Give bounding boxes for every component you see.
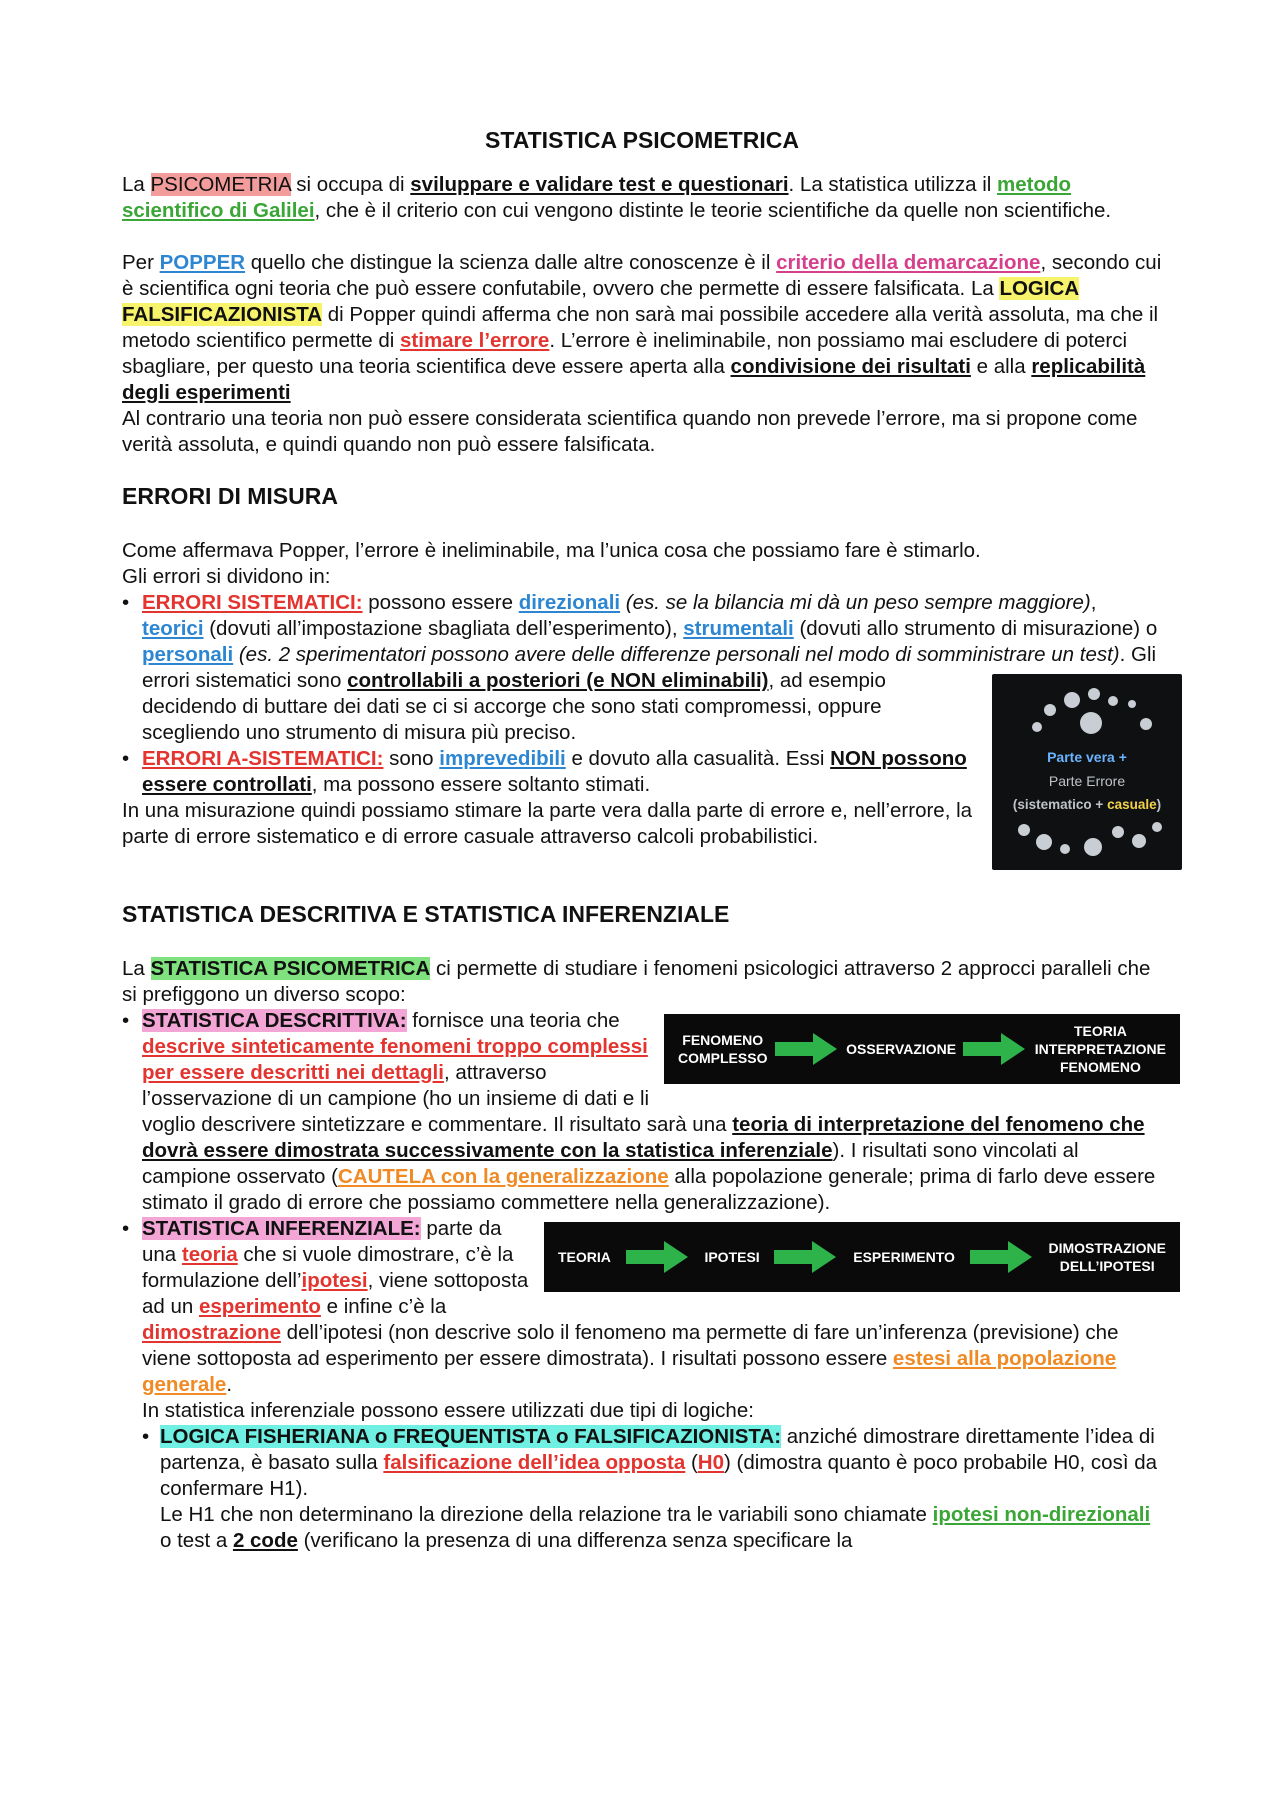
term-personali: personali: [142, 643, 234, 666]
text: (: [685, 1451, 698, 1474]
paragraph-contrario: Al contrario una teoria non può essere considerata scientifica quando non prevede l’errore, ma si propone come verità assoluta, e quindi quando non può essere falsificata.: [122, 407, 1138, 456]
highlight-logica-fisheriana: LOGICA FISHERIANA o FREQUENTISTA o FALSIFICAZIONISTA:: [160, 1425, 782, 1448]
text: FENOMENO: [682, 1032, 764, 1048]
term-direzionali: direzionali: [518, 591, 621, 614]
text: ): [1156, 797, 1162, 812]
flow-step-teoria: • TEORIA: [558, 1249, 611, 1265]
label-errori-asistematici: ERRORI A-SISTEMATICI:: [142, 747, 384, 770]
highlight-statistica-descrittiva: STATISTICA DESCRITTIVA:: [142, 1009, 407, 1032]
text-example: (es. 2 sperimentatori possono avere delle differenze personali nel modo di somministrare un test): [233, 643, 1120, 666]
flow-step-osservazione: OSSERVAZIONE: [846, 1041, 957, 1057]
arrow-right-icon: [626, 1241, 690, 1273]
text: fornisce una teoria che: [406, 1009, 620, 1032]
flow-step-esperimento: ESPERIMENTO: [853, 1249, 955, 1265]
underline-sviluppare: sviluppare e validare test e questionari: [410, 173, 789, 196]
text: TEORIA: [1073, 1023, 1127, 1039]
flow-step-fenomeno-complesso: [672, 1031, 773, 1067]
term-ipotesi-non-direzionali: ipotesi non-direzionali: [932, 1503, 1151, 1526]
paragraph-popper: [122, 250, 1162, 406]
heading-statistica-descritiva-inferenziale: STATISTICA DESCRITIVA E STATISTICA INFERENZIALE: [122, 901, 730, 927]
highlight-psicometria: PSICOMETRIA: [150, 173, 291, 196]
underline-controllabili: controllabili a posteriori (e NON eliminabili): [347, 669, 769, 692]
text: FENOMENO: [1059, 1059, 1141, 1075]
text: e alla: [970, 355, 1032, 378]
text: ,: [1090, 591, 1097, 614]
text: (dovuti allo strumento di misurazione) o: [793, 617, 1158, 640]
text: e infine c’è la: [320, 1295, 447, 1318]
text: di Popper quindi afferma che non sarà mai possibile accedere alla verità assoluta, ma che il metodo scientifico permette di: [122, 303, 1159, 352]
paragraph-errori-intro2: Gli errori si dividono in:: [122, 565, 331, 588]
image-caption: Parte vera +: [1047, 749, 1127, 765]
term-ipotesi: ipotesi: [301, 1269, 368, 1292]
text: Per: [122, 251, 160, 274]
text: parte da una: [142, 1217, 502, 1266]
text: ). I risultati sono vincolati al campione osservato (: [142, 1139, 1079, 1188]
list-item-descrittiva: [122, 1008, 1166, 1216]
term-metodo-scientifico: metodo scientifico di Galilei: [122, 173, 1072, 222]
underline-replicabilita: replicabilità degli esperimenti: [122, 355, 1146, 404]
arrow-right-icon: [970, 1241, 1034, 1273]
term-criterio-demarcazione: criterio della demarcazione: [776, 251, 1041, 274]
arrow-right-icon: [774, 1241, 838, 1273]
underline-non-controllati: NON possono essere controllati: [142, 747, 967, 796]
term-descrive-sinteticamente: descrive sinteticamente fenomeni troppo complessi per essere descritti nei dettagli: [142, 1035, 648, 1084]
paragraph-errori-intro: Come affermava Popper, l’errore è ineliminabile, ma l’unica cosa che possiamo fare è stimarlo.: [122, 539, 981, 562]
highlight-statistica-inferenziale: STATISTICA INFERENZIALE:: [142, 1217, 421, 1240]
term-teorici: teorici: [142, 617, 204, 640]
term-teoria: teoria: [181, 1243, 238, 1266]
text: ci permette di studiare i fenomeni psicologici attraverso 2 approcci paralleli che si prefiggono un diverso scopo:: [122, 957, 1151, 1006]
text: che si vuole dimostrare, c’è la formulazione dell’: [142, 1243, 514, 1292]
image-caption: Parte Errore: [1048, 773, 1126, 789]
underline-teoria-interpretazione: teoria di interpretazione del fenomeno che dovrà essere dimostrata successivamente con la statistica inferenziale: [142, 1113, 1145, 1162]
underline-condivisione: condivisione dei risultati: [730, 355, 971, 378]
flow-inferenziale-diagram: [544, 1222, 1180, 1292]
flow-step-dimostrazione: [1042, 1239, 1171, 1275]
text: (sistematico +: [1012, 797, 1108, 812]
text: anziché dimostrare direttamente l’idea di partenza, è basato sulla: [160, 1425, 1155, 1474]
text: . La statistica utilizza il: [788, 173, 998, 196]
text: , attraverso l’osservazione di un campione (ho un insieme di dati e li voglio descrivere sintetizzare e commentare. Il risultato sarà una: [142, 1061, 733, 1136]
paragraph-statistica-psicometrica: [122, 956, 1162, 1008]
text: La: [122, 957, 151, 980]
text: dell’ipotesi (non descrive solo il fenomeno ma permette di fare un’inferenza (previsione) che viene sottoposta ad esperimento per essere dimostrata). I risultati possono essere: [142, 1321, 1119, 1370]
label-errori-sistematici: ERRORI SISTEMATICI:: [142, 591, 363, 614]
highlight-statistica-psicometrica: STATISTICA PSICOMETRICA: [150, 957, 431, 980]
text: (dovuti all’impostazione sbagliata dell’esperimento),: [203, 617, 684, 640]
text: quello che distingue la scienza dalle altre conoscenze è il: [245, 251, 777, 274]
text: . L’errore è ineliminabile, non possiamo mai escludere di poterci sbagliare, per questo una teoria scientifica deve essere aperta alla: [122, 329, 1128, 378]
term-estesi: estesi alla popolazione generale: [142, 1347, 1117, 1396]
text: possono essere: [362, 591, 519, 614]
list-logiche: [122, 1424, 1162, 1554]
text: (verificano la presenza di una differenza senza specificare la: [297, 1529, 853, 1552]
paragraph-psicometria: [122, 172, 1162, 224]
text: DIMOSTRAZIONE: [1048, 1240, 1166, 1256]
flow-descrittiva-diagram: [664, 1014, 1180, 1084]
text: si occupa di: [290, 173, 411, 196]
list-item-fisheriana: [122, 1424, 1162, 1554]
list-errori: [122, 590, 1162, 812]
term-falsificazione: falsificazione dell’idea opposta: [383, 1451, 686, 1474]
page-title: STATISTICA PSICOMETRICA: [485, 127, 799, 153]
list-item-asistematici: [122, 746, 1162, 798]
term-imprevedibili: imprevedibili: [439, 747, 566, 770]
term-popper: POPPER: [159, 251, 246, 274]
term-stimare-errore: stimare l’errore: [400, 329, 550, 352]
text: INTERPRETAZIONE: [1034, 1041, 1166, 1057]
term-h0: H0: [697, 1451, 724, 1474]
list-statistiche: [122, 1008, 1166, 1554]
text: o test a: [160, 1529, 233, 1552]
text: , che è il criterio con cui vengono distinte le teorie scientifiche da quelle non scientifiche.: [314, 199, 1112, 222]
text: DELL’IPOTESI: [1059, 1258, 1155, 1274]
heading-errori-misura: ERRORI DI MISURA: [122, 483, 338, 509]
text: .: [226, 1373, 233, 1396]
text: La: [122, 173, 151, 196]
text: casuale: [1107, 797, 1157, 812]
text: , ma possono essere soltanto stimati.: [311, 773, 651, 796]
text: Le H1 che non determinano la direzione della relazione tra le variabili sono chiamate: [160, 1503, 933, 1526]
text: ) (dimostra quanto è poco probabile H0, così da confermare H1).: [160, 1451, 1158, 1500]
term-esperimento: esperimento: [199, 1295, 321, 1318]
text: , ad esempio decidendo di buttare dei dati se ci si accorge che sono stati compromessi, oppure scegliendo uno strumento di misura più preciso.: [142, 669, 886, 744]
document-body: [122, 126, 1166, 1554]
term-cautela: CAUTELA con la generalizzazione: [337, 1165, 669, 1188]
text: , viene sottoposta ad un: [142, 1269, 529, 1318]
arrow-right-icon: [963, 1033, 1027, 1065]
text-example: (es. se la bilancia mi dà un peso sempre maggiore): [620, 591, 1091, 614]
underline-2-code: 2 code: [232, 1529, 298, 1552]
paragraph-logiche: In statistica inferenziale possono essere utilizzati due tipi di logiche:: [142, 1399, 754, 1422]
text: . Gli errori sistematici sono: [142, 643, 1157, 692]
term-dimostrazione: dimostrazione: [142, 1321, 281, 1344]
text: e dovuto alla casualità. Essi: [565, 747, 831, 770]
paragraph-misurazione: In una misurazione quindi possiamo stimare la parte vera dalla parte di errore e, nell’errore, la parte di errore sistematico e di errore casuale attraverso calcoli probabilistici.: [122, 799, 973, 848]
flow-step-teoria-interpretazione: [1029, 1022, 1172, 1076]
term-strumentali: strumentali: [683, 617, 794, 640]
highlight-logica-falsificazionista: LOGICA FALSIFICAZIONISTA: [122, 277, 1080, 326]
arrow-right-icon: [775, 1033, 839, 1065]
text: , secondo cui è scientifica ogni teoria che può essere confutabile, ovvero che permette di essere falsificata. La: [122, 251, 1162, 300]
text: COMPLESSO: [678, 1050, 768, 1066]
flow-step-ipotesi: IPOTESI: [704, 1249, 760, 1265]
text: sono: [383, 747, 440, 770]
list-item-inferenziale: [122, 1216, 1166, 1554]
text: alla popolazione generale; prima di farlo deve essere stimato il grado di errore che possiamo commettere nella generalizzazione).: [142, 1165, 1156, 1214]
